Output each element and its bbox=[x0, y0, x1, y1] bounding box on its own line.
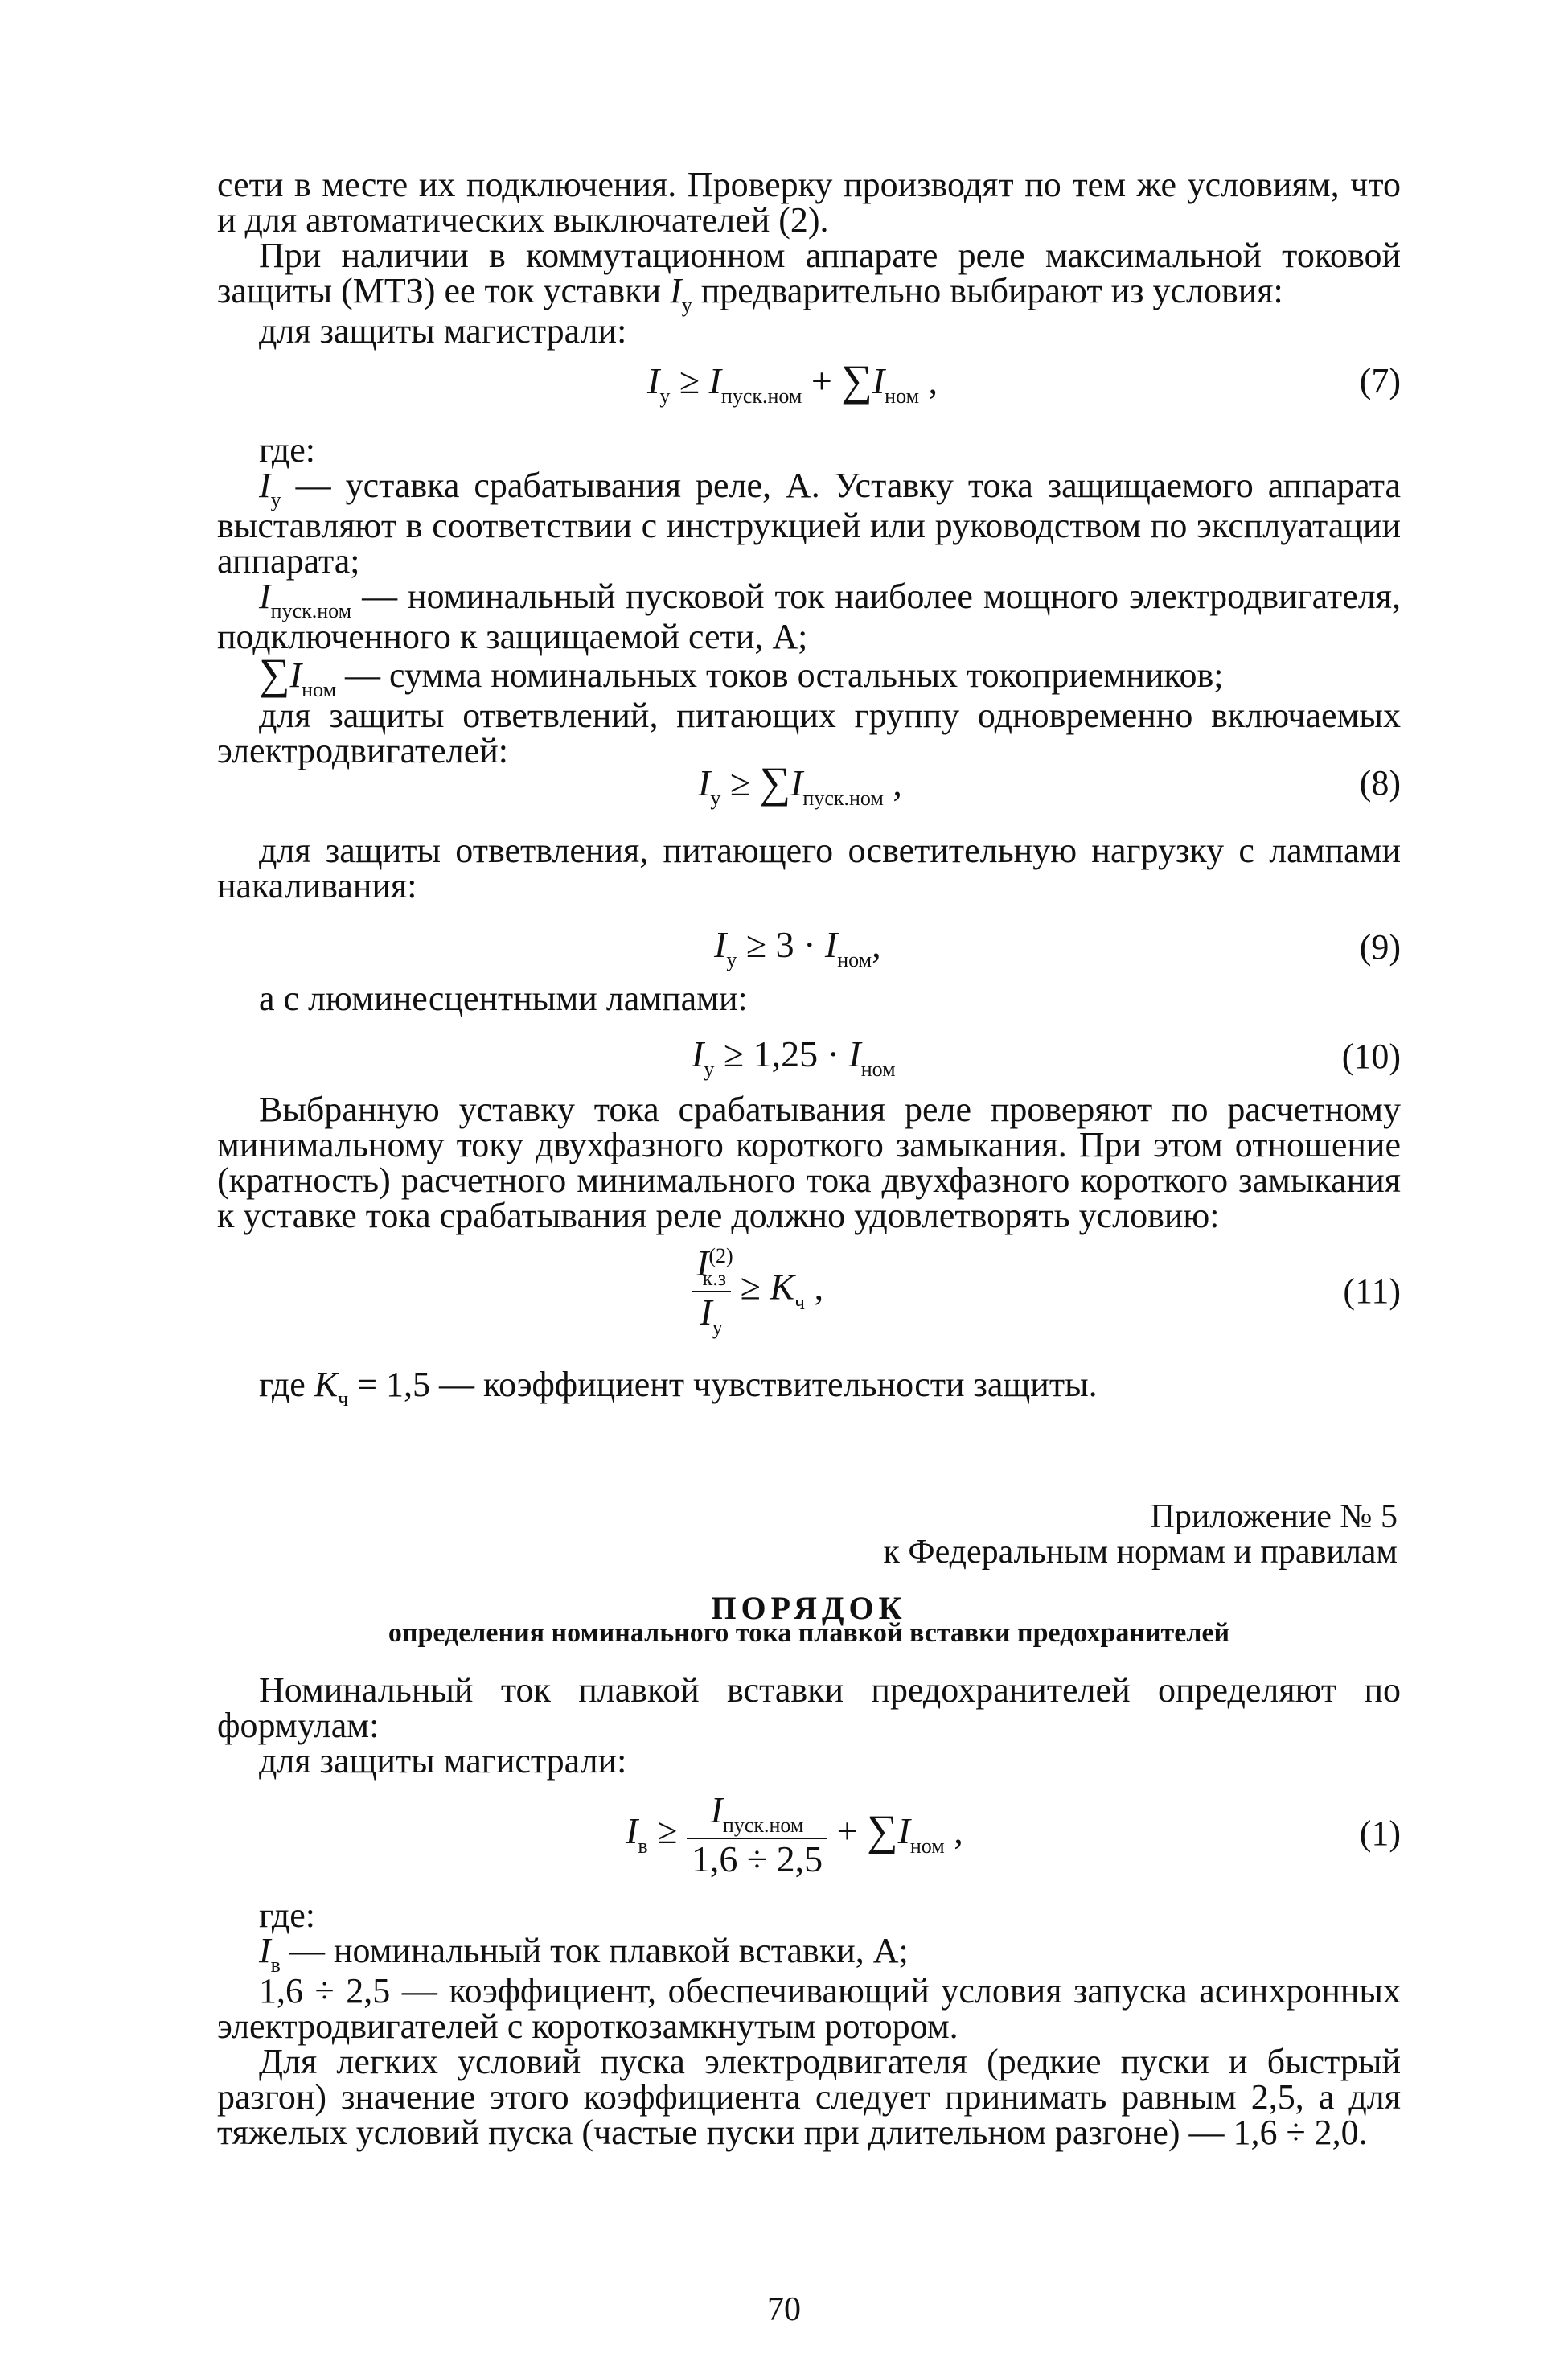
page-number: 70 bbox=[767, 2291, 801, 2328]
definition-iy: $I_у$ — уставка срабатывания реле, А. Уставку тока защищаемого аппарата выставляют в соответствии с инструкцией или руководством по эксплуатации аппарата; bbox=[217, 466, 1401, 581]
section-subheading: определения номинального тока плавкой вставки предохранителей bbox=[388, 1618, 1230, 1648]
intro-text-block bbox=[217, 167, 1401, 349]
luminescent-text bbox=[217, 981, 1401, 1017]
equation-number-9: (9) bbox=[1359, 927, 1401, 967]
sensitivity-text bbox=[217, 1365, 1401, 1411]
appendix-number: Приложение № 5 bbox=[1150, 1498, 1398, 1535]
paragraph-sensitivity: где $K_ч = 1,5$ — коэффициент чувствительности защиты. bbox=[259, 1365, 1098, 1411]
paragraph-mainline: для защиты магистрали: bbox=[259, 311, 627, 351]
paragraph-branches: для защиты ответвлений, питающих группу одновременно включаемых электродвигателей: bbox=[217, 696, 1401, 770]
paragraph-network-check: сети в месте их подключения. Проверку производят по тем же условиям, что и для автоматических выключателей (2). bbox=[217, 165, 1401, 240]
paragraph-fuse-mainline: для защиты магистрали: bbox=[259, 1741, 627, 1780]
definition-iv: $I_в$ — номинальный ток плавкой вставки, А; bbox=[259, 1931, 909, 1977]
equation-number-10: (10) bbox=[1341, 1037, 1401, 1076]
formula-10: $I_у \ge 1,25 \cdot I_{ном}$ bbox=[692, 1033, 896, 1081]
definitions-block-2 bbox=[217, 1898, 1401, 2150]
equation-number-1: (1) bbox=[1359, 1813, 1401, 1853]
symbol-i: I bbox=[670, 271, 682, 310]
equation-number-8: (8) bbox=[1359, 763, 1401, 803]
paragraph-short-circuit-check: Выбранную уставку тока срабатывания реле проверяют по расчетному минимальному току двухфазного короткого замыкания. При этом отношение (кратность) расчетного минимального тока двухфазного короткого замыкания к уставке тока срабатывания реле должно удовлетворять условию: bbox=[217, 1090, 1401, 1235]
definition-coefficient: 1,6 ÷ 2,5 — коэффициент, обеспечивающий условия запуска асинхронных электродвигателей с короткозамкнутым ротором. bbox=[217, 1971, 1401, 2046]
formula-9: $I_у \ge 3 \cdot I_{ном}$, bbox=[714, 924, 881, 971]
formula-8: $I_у \ge \sum I_{пуск.ном}$ , bbox=[698, 758, 902, 810]
appendix-caption bbox=[883, 1499, 1398, 1570]
where-label-2: где: bbox=[259, 1896, 315, 1935]
paragraph-incandescent: для защиты ответвления, питающего осветительную нагрузку с лампами накаливания: bbox=[217, 831, 1401, 906]
formula-11: $\frac{I^{(2)}_{к.з}}{I_у}$ ≥ $K_ч$ , bbox=[692, 1245, 823, 1337]
section-heading: ПОРЯДОК bbox=[711, 1590, 907, 1626]
fraction-1: $\frac{I_{пуск.ном}}{1,6 \div 2,5}$ bbox=[687, 1792, 827, 1878]
check-text bbox=[217, 1092, 1401, 1234]
equation-number-7: (7) bbox=[1359, 361, 1401, 400]
where-label-1: где: bbox=[259, 430, 315, 470]
definition-sum-inom: $\sum I_{ном}$ — сумма номинальных токов остальных токоприемников; bbox=[259, 650, 1224, 701]
definition-ipusk: $I_{пуск.ном}$ — номинальный пусковой ток наиболее мощного электродвигателя, подключенного к защищаемой сети, А; bbox=[217, 577, 1401, 656]
formula-1: $I_в$ ≥ $\frac{I_{пуск.ном}}{1,6 \div 2,5}$ + $\sum I_{ном}$ , bbox=[626, 1789, 963, 1879]
formula-7: $I_у \ge I_{пуск.ном} + \sum I_{ном}$ , bbox=[647, 356, 938, 408]
subscript-y: у bbox=[681, 294, 692, 317]
equation-number-11: (11) bbox=[1343, 1271, 1401, 1311]
paragraph-start-conditions: Для легких условий пуска электродвигателя (редкие пуски и быстрый разгон) значение этого коэффициента следует принимать равным 2,5, а для тяжелых условий пуска (частые пуски при длительном разгоне) — 1,6 ÷ 2,0. bbox=[217, 2042, 1401, 2152]
fuse-text-block bbox=[217, 1670, 1401, 1780]
paragraph-fuse-intro: Номинальный ток плавкой вставки предохранителей определяют по формулам: bbox=[217, 1670, 1401, 1745]
lighting-text bbox=[217, 833, 1401, 904]
appendix-reference: к Федеральным нормам и правилам bbox=[883, 1534, 1398, 1571]
paragraph-mtz: При наличии в коммутационном аппарате реле максимальной токовой защиты (МТЗ) ее ток уставки $I_у$ предварительно выбирают из условия: bbox=[217, 236, 1401, 317]
definitions-block-1 bbox=[217, 430, 1401, 770]
paragraph-luminescent: а с люминесцентными лампами: bbox=[259, 979, 748, 1018]
fraction-11: $\frac{I^{(2)}_{к.з}}{I_у}$ bbox=[692, 1245, 731, 1337]
